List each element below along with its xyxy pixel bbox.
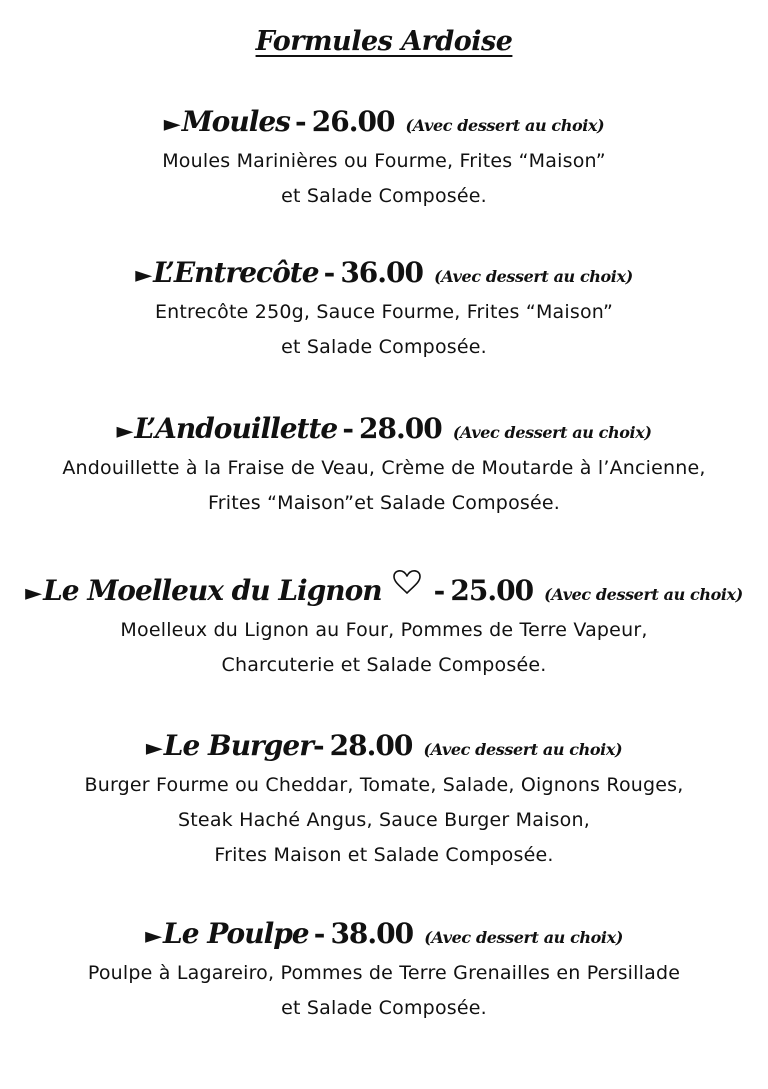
menu-item-moelleux-du-lignon xyxy=(0,571,768,683)
menu-item-price: 28.00 xyxy=(329,729,413,762)
description-line: Poulpe à Lagareiro, Pommes de Terre Grenailles en Persillade xyxy=(87,962,681,984)
heart-outline-icon xyxy=(392,569,422,610)
description-line: Charcuterie et Salade Composée. xyxy=(221,654,547,676)
heart-outline-icon-svg xyxy=(392,569,422,595)
menu-item-heading xyxy=(0,914,768,954)
page-title: Formules Ardoise xyxy=(255,26,513,57)
description-line: et Salade Composée. xyxy=(281,336,487,358)
menu-item-price: 26.00 xyxy=(311,105,395,138)
menu-item-name: Le Moelleux du Lignon xyxy=(43,574,382,607)
menu-item-heading xyxy=(0,571,768,611)
menu-item-burger xyxy=(0,726,768,873)
price-separator: - xyxy=(295,105,307,138)
price-separator: - xyxy=(313,917,326,950)
menu-item-note: (Avec dessert au choix) xyxy=(544,585,743,604)
arrow-icon: ► xyxy=(25,581,43,606)
menu-item-note: (Avec dessert au choix) xyxy=(434,267,633,286)
arrow-icon: ► xyxy=(145,736,163,761)
menu-item-poulpe xyxy=(0,914,768,1026)
menu-item-description xyxy=(0,451,768,521)
menu-item-price: 38.00 xyxy=(330,917,414,950)
price-separator: - xyxy=(433,574,446,607)
arrow-icon: ► xyxy=(116,419,134,444)
description-line: Moelleux du Lignon au Four, Pommes de Terre Vapeur, xyxy=(120,619,648,641)
description-line: Moules Marinières ou Fourme, Frites “Maison” xyxy=(162,150,606,172)
arrow-icon: ► xyxy=(145,924,162,949)
menu-item-note: (Avec dessert au choix) xyxy=(405,116,605,135)
menu-item-heading xyxy=(0,102,768,142)
menu-item-andouillette xyxy=(0,409,768,521)
description-line: et Salade Composée. xyxy=(281,997,487,1019)
menu-item-note: (Avec dessert au choix) xyxy=(423,740,623,759)
menu-item-name: Le Poulpe xyxy=(163,917,309,950)
price-separator: - xyxy=(342,412,354,445)
menu-item-note: (Avec dessert au choix) xyxy=(424,928,623,947)
description-line: et Salade Composée. xyxy=(281,185,487,207)
description-line: Frites “Maison”et Salade Composée. xyxy=(207,492,561,514)
menu-item-name: L’Entrecôte xyxy=(153,256,319,289)
menu-item-note: (Avec dessert au choix) xyxy=(452,423,652,442)
menu-item-name: Moules xyxy=(181,105,290,138)
arrow-icon: ► xyxy=(163,112,181,137)
menu-item-price: 25.00 xyxy=(450,574,534,607)
description-line: Frites Maison et Salade Composée. xyxy=(214,844,554,866)
menu-item-moules xyxy=(0,102,768,214)
menu-item-heading xyxy=(0,409,768,449)
menu-item-name: L’Andouillette xyxy=(134,412,338,445)
price-separator: - xyxy=(312,729,325,762)
description-line: Andouillette à la Fraise de Veau, Crème de Moutarde à l’Ancienne, xyxy=(62,457,706,479)
menu-item-description xyxy=(0,613,768,683)
menu-item-heading xyxy=(0,726,768,766)
menu-item-description xyxy=(0,144,768,214)
menu-item-description xyxy=(0,956,768,1026)
menu-item-heading xyxy=(0,253,768,293)
description-line: Burger Fourme ou Cheddar, Tomate, Salade, Oignons Rouges, xyxy=(84,774,684,796)
menu-item-price: 36.00 xyxy=(340,256,424,289)
menu-item-name: Le Burger xyxy=(163,729,313,762)
description-line: Entrecôte 250g, Sauce Fourme, Frites “Maison” xyxy=(154,301,614,323)
menu-item-description xyxy=(0,295,768,365)
description-line: Steak Haché Angus, Sauce Burger Maison, xyxy=(178,809,590,831)
menu-item-entrecote xyxy=(0,253,768,365)
menu-item-price: 28.00 xyxy=(359,412,442,445)
menu-item-description xyxy=(0,768,768,873)
arrow-icon: ► xyxy=(135,263,153,288)
price-separator: - xyxy=(323,256,336,289)
